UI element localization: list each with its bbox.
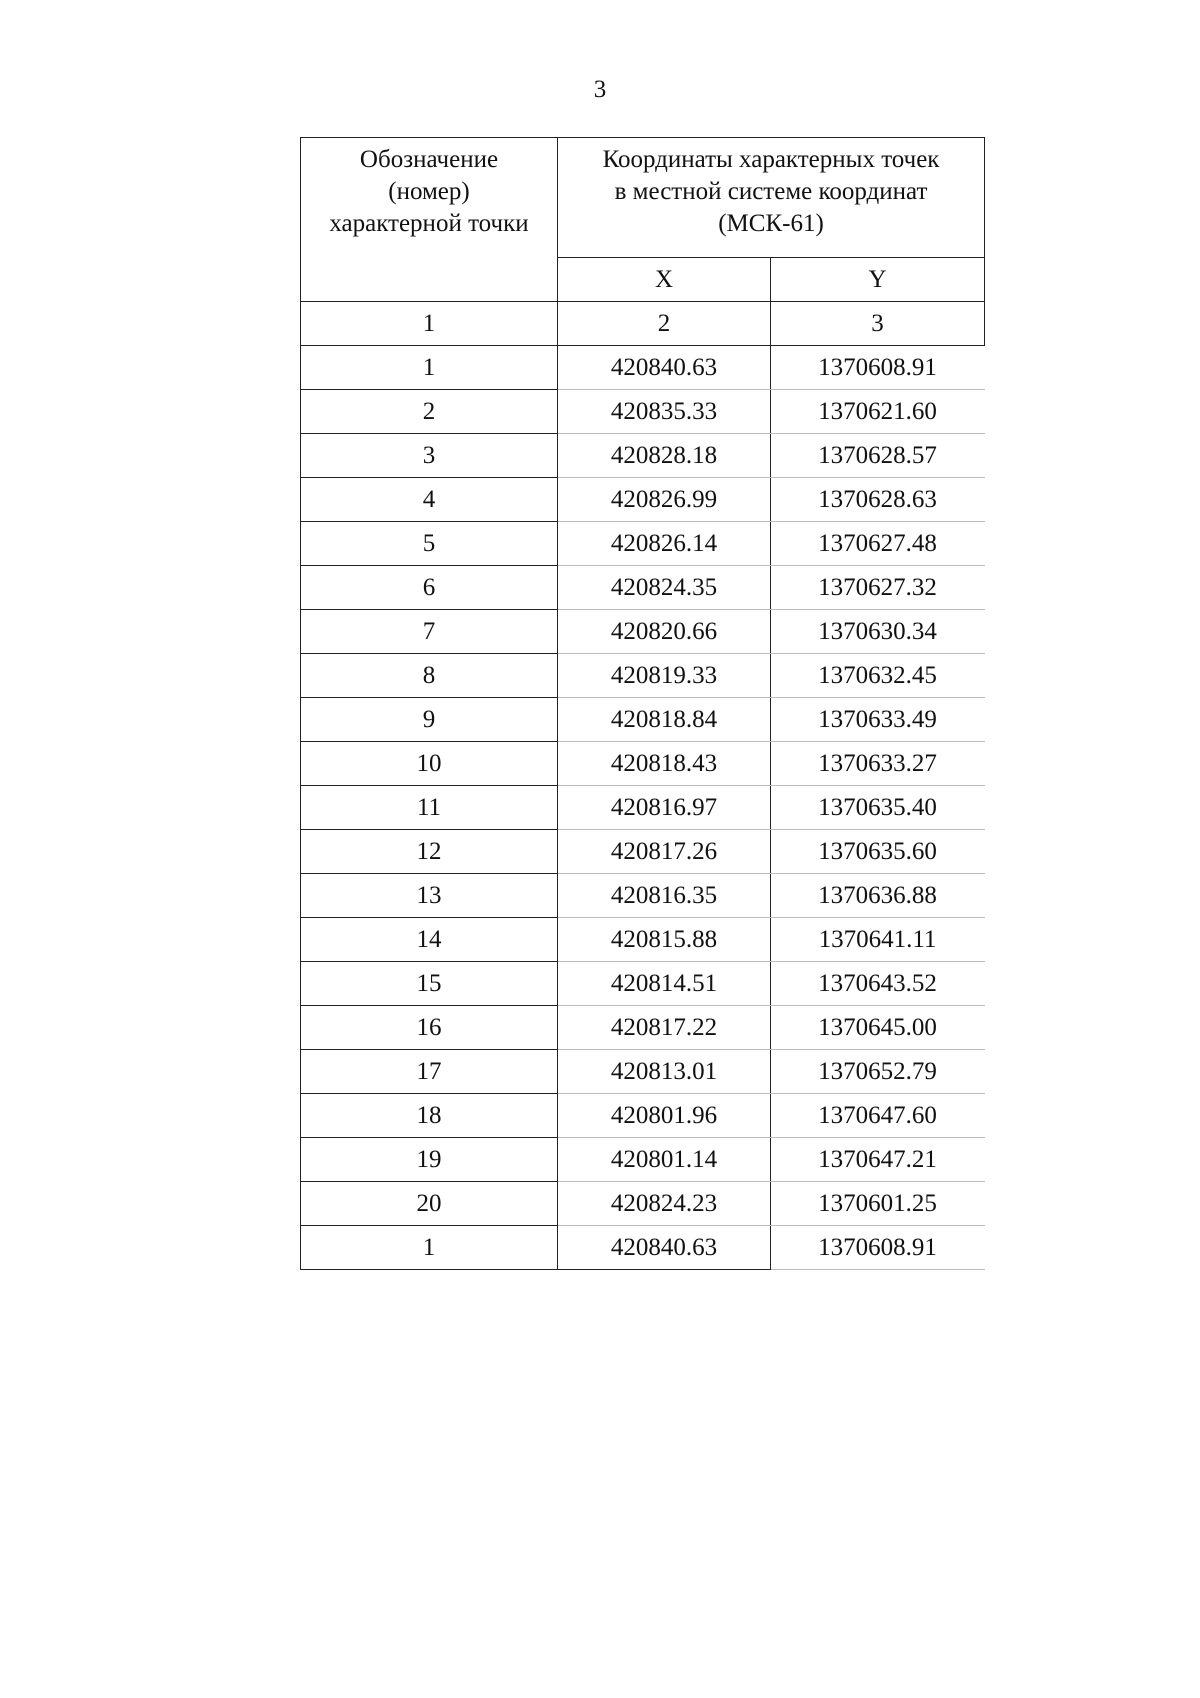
y-coordinate-cell: 1370601.25 [771, 1182, 985, 1226]
x-coordinate-cell: 420815.88 [558, 918, 771, 962]
y-coordinate-cell: 1370627.32 [771, 566, 985, 610]
x-coordinate-cell: 420818.43 [558, 742, 771, 786]
table-row [301, 1138, 985, 1182]
y-coordinate-cell: 1370621.60 [771, 390, 985, 434]
table-row [301, 610, 985, 654]
table-row [301, 654, 985, 698]
table-row [301, 1006, 985, 1050]
x-coordinate-cell: 420819.33 [558, 654, 771, 698]
point-designation-header [301, 138, 558, 302]
page-number: 3 [593, 76, 607, 103]
y-coordinate-cell: 1370636.88 [771, 874, 985, 918]
x-coordinate-cell: 420826.99 [558, 478, 771, 522]
y-coordinate-cell: 1370633.27 [771, 742, 985, 786]
y-coordinate-cell: 1370632.45 [771, 654, 985, 698]
y-coordinate-cell: 1370641.11 [771, 918, 985, 962]
coordinates-group-header [558, 138, 985, 258]
y-coordinate-cell: 1370628.57 [771, 434, 985, 478]
x-coordinate-cell: 420824.23 [558, 1182, 771, 1226]
coordinates-table-body [301, 346, 985, 1270]
point-number-cell: 15 [301, 962, 558, 1006]
point-number-cell: 5 [301, 522, 558, 566]
table-row [301, 1094, 985, 1138]
y-coordinate-cell: 1370635.60 [771, 830, 985, 874]
x-coordinate-cell: 420814.51 [558, 962, 771, 1006]
y-column-header: Y [771, 258, 985, 302]
point-number-cell: 6 [301, 566, 558, 610]
column-number: 3 [771, 302, 985, 346]
column-number: 2 [558, 302, 771, 346]
y-coordinate-cell: 1370633.49 [771, 698, 985, 742]
point-number-cell: 17 [301, 1050, 558, 1094]
x-coordinate-cell: 420813.01 [558, 1050, 771, 1094]
y-coordinate-cell: 1370645.00 [771, 1006, 985, 1050]
table-row [301, 918, 985, 962]
y-coordinate-cell: 1370643.52 [771, 962, 985, 1006]
table-row [301, 434, 985, 478]
table-row [301, 830, 985, 874]
table-row [301, 346, 985, 390]
y-coordinate-cell: 1370647.21 [771, 1138, 985, 1182]
x-coordinate-cell: 420820.66 [558, 610, 771, 654]
coordinates-group-header-line: (МСК-61) [718, 210, 824, 237]
y-coordinate-cell: 1370627.48 [771, 522, 985, 566]
y-coordinate-cell: 1370608.91 [771, 346, 985, 390]
x-coordinate-cell: 420817.26 [558, 830, 771, 874]
point-number-cell: 13 [301, 874, 558, 918]
table-row [301, 698, 985, 742]
table-row [301, 522, 985, 566]
table-row [301, 1226, 985, 1270]
point-number-cell: 8 [301, 654, 558, 698]
coordinates-group-header-line: в местной системе координат [614, 178, 928, 205]
table-row [301, 786, 985, 830]
table-row [301, 566, 985, 610]
point-number-cell: 3 [301, 434, 558, 478]
point-number-cell: 16 [301, 1006, 558, 1050]
table-row [301, 874, 985, 918]
y-coordinate-cell: 1370635.40 [771, 786, 985, 830]
point-number-cell: 2 [301, 390, 558, 434]
point-number-cell: 4 [301, 478, 558, 522]
point-number-cell: 9 [301, 698, 558, 742]
x-coordinate-cell: 420826.14 [558, 522, 771, 566]
point-number-cell: 18 [301, 1094, 558, 1138]
point-number-cell: 11 [301, 786, 558, 830]
x-coordinate-cell: 420840.63 [558, 346, 771, 390]
table-row [301, 742, 985, 786]
coordinates-table [300, 137, 985, 1270]
table-row [301, 478, 985, 522]
column-number: 1 [301, 302, 558, 346]
point-number-cell: 10 [301, 742, 558, 786]
point-designation-header-line: характерной точки [329, 210, 529, 237]
point-number-cell: 14 [301, 918, 558, 962]
table-row [301, 1182, 985, 1226]
y-coordinate-cell: 1370628.63 [771, 478, 985, 522]
y-coordinate-cell: 1370647.60 [771, 1094, 985, 1138]
x-coordinate-cell: 420818.84 [558, 698, 771, 742]
table-row [301, 1050, 985, 1094]
y-coordinate-cell: 1370652.79 [771, 1050, 985, 1094]
y-coordinate-cell: 1370608.91 [771, 1226, 985, 1270]
x-coordinate-cell: 420828.18 [558, 434, 771, 478]
x-coordinate-cell: 420824.35 [558, 566, 771, 610]
x-coordinate-cell: 420801.14 [558, 1138, 771, 1182]
x-coordinate-cell: 420817.22 [558, 1006, 771, 1050]
point-number-cell: 19 [301, 1138, 558, 1182]
x-coordinate-cell: 420816.35 [558, 874, 771, 918]
x-coordinate-cell: 420816.97 [558, 786, 771, 830]
column-numbers-row [301, 302, 985, 346]
table-row [301, 390, 985, 434]
point-number-cell: 1 [301, 1226, 558, 1270]
table-row [301, 962, 985, 1006]
x-column-header: X [558, 258, 771, 302]
x-coordinate-cell: 420835.33 [558, 390, 771, 434]
y-coordinate-cell: 1370630.34 [771, 610, 985, 654]
x-coordinate-cell: 420840.63 [558, 1226, 771, 1270]
coordinates-group-header-line: Координаты характерных точек [602, 146, 940, 173]
x-coordinate-cell: 420801.96 [558, 1094, 771, 1138]
point-number-cell: 20 [301, 1182, 558, 1226]
point-number-cell: 1 [301, 346, 558, 390]
point-designation-header-line: Обозначение [359, 146, 499, 173]
point-number-cell: 7 [301, 610, 558, 654]
point-designation-header-line: (номер) [388, 178, 470, 205]
point-number-cell: 12 [301, 830, 558, 874]
